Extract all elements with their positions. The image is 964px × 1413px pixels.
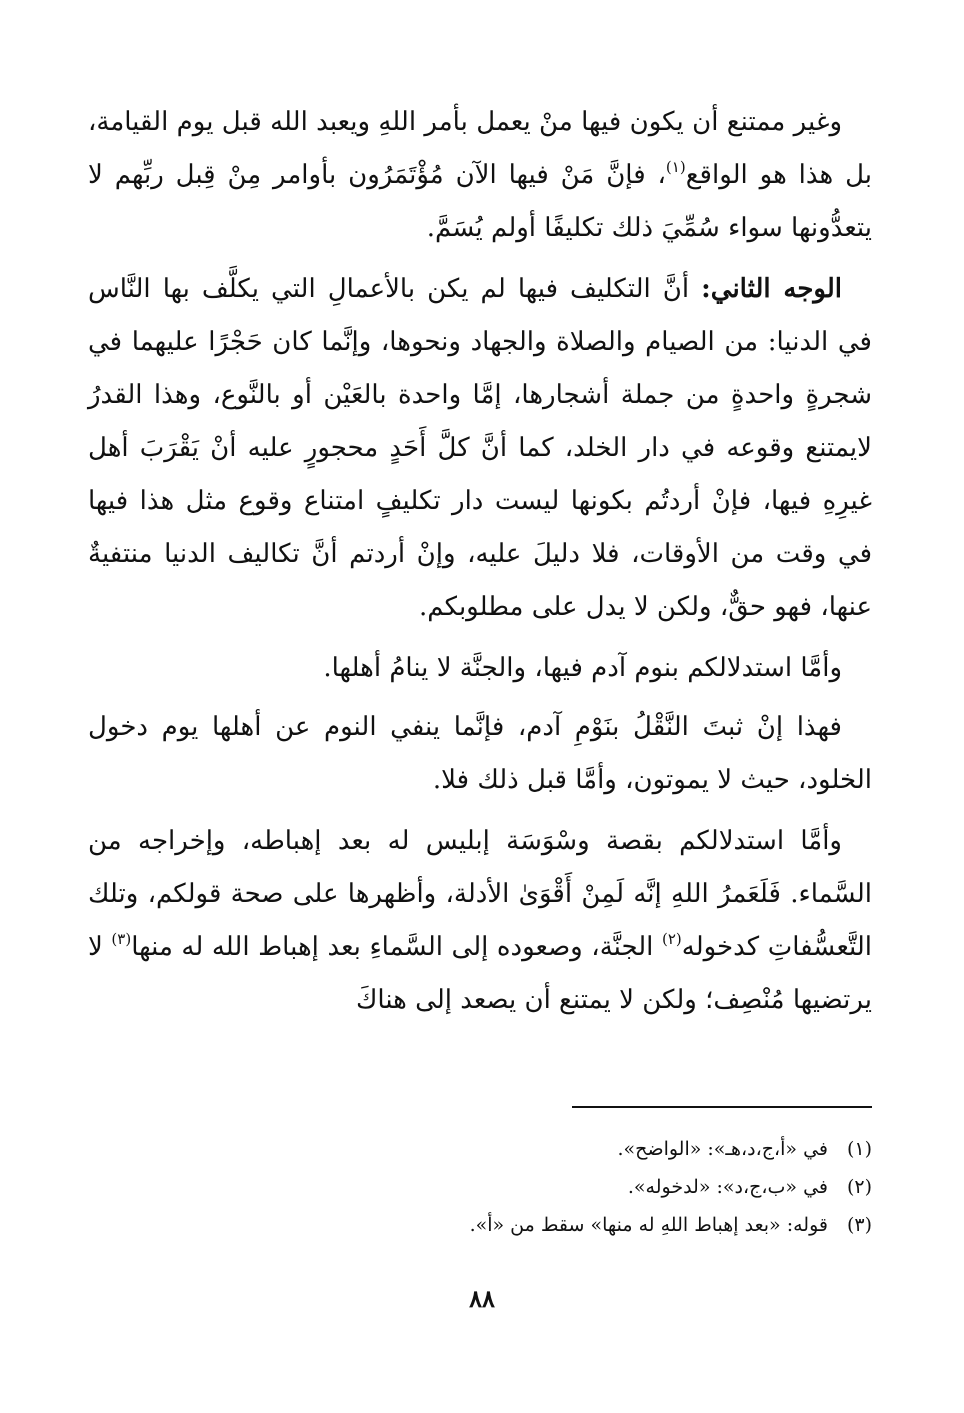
main-text [88,96,872,1035]
footnote-number: (١) [846,1138,872,1160]
footnote-text: في «ب،ج،د»: «لدخوله». [627,1176,828,1198]
paragraph-5-rest: لا يرتضيها مُنْصِف؛ ولكن لا يمتنع أن يصعد إلى هناكَ [88,932,872,1015]
paragraph-4: فهذا إنْ ثبتَ النَّقْلُ بنَوْمِ آدم، فإنَّما ينفي النوم عن أهلها يوم دخول الخلود، حيث لا يموتون، وأمَّا قبل ذلك فلا. [88,712,872,795]
paragraph-1 [88,96,872,255]
footnote-1 [88,1130,872,1168]
paragraph-3: وأمَّا استدلالكم بنوم آدم فيها، والجنَّة لا ينامُ أهلها. [323,653,842,683]
footnote-number: (٢) [846,1176,872,1198]
paragraph-5-text: وأمَّا استدلالكم بقصة وسْوَسَة إبليس له بعد إهباطه، وإخراجه من السَّماء. فَلَعَمرُ اللهِ إنَّه لَمِنْ أَقْوَىٰ الأدلة، وأظهرها على صحة قولكم، وتلك التَّعسُّفاتِ كدخوله [88,826,873,962]
paragraph-1-rest: ، فإنَّ مَنْ فيها الآن مُؤْتَمَرُون بأوامر مِنْ قِبل ربِّهم لا يتعدُّونها سواء سُمِّيَ ذلك تكليفًا أولم يُسَمَّ. [88,160,872,243]
footnote-2 [88,1168,872,1206]
footnote-divider [572,1106,872,1108]
paragraph-5 [88,815,872,1027]
footnotes [88,1130,872,1244]
paragraph-2 [88,263,872,634]
paragraph-5-mid: الجنَّة، وصعوده إلى السَّماءِ بعد إهباط الله له منها [131,932,662,962]
page-number: ٨٨ [469,1284,495,1313]
footnote-ref-3: (٣) [111,930,132,948]
footnote-3 [88,1206,872,1244]
footnote-number: (٣) [846,1214,872,1236]
footnote-ref-2: (٢) [661,930,682,948]
paragraph-2-text: أنَّ التكليف فيها لم يكن بالأعمالِ التي يكلَّف بها النَّاس في الدنيا: من الصيام والصلاة والجهاد ونحوها، وإنَّما كان حَجْرًا عليهما في شجرةٍ واحدةٍ من جملة أشجارها، إمَّا واحدة بالعَيْن أو بالنَّوع، وهذا القدرُ لايمتنع وقوعه في دار الخلد، كما أنَّ كلَّ أَحَدٍ محجورٍ عليه أنْ يَقْرَبَ أهل غيرِهِ فيها، فإنْ أردتُم بكونها ليست دار تكليفٍ امتناع وقوع مثل هذا فيها في وقت من الأوقات، فلا دليلَ عليه، وإنْ أردتم أنَّ تكاليف الدنيا منتفيةٌ عنها، فهو حقٌّ، ولكن لا يدل على مطلوبكم. [88,274,872,622]
paragraph-1-text: وغير ممتنع أن يكون فيها منْ يعمل بأمر اللهِ ويعبد الله قبل يوم القيامة، بل هذا هو الواقع [88,107,873,190]
footnote-text: قوله: «بعد إهباط اللهِ له منها» سقط من «أ». [469,1214,828,1236]
footnote-ref-1: (١) [665,158,686,176]
footnote-text: في «أ،ج،د،هـ»: «الواضح». [617,1138,828,1160]
paragraph-2-heading: الوجه الثاني: [701,274,843,304]
